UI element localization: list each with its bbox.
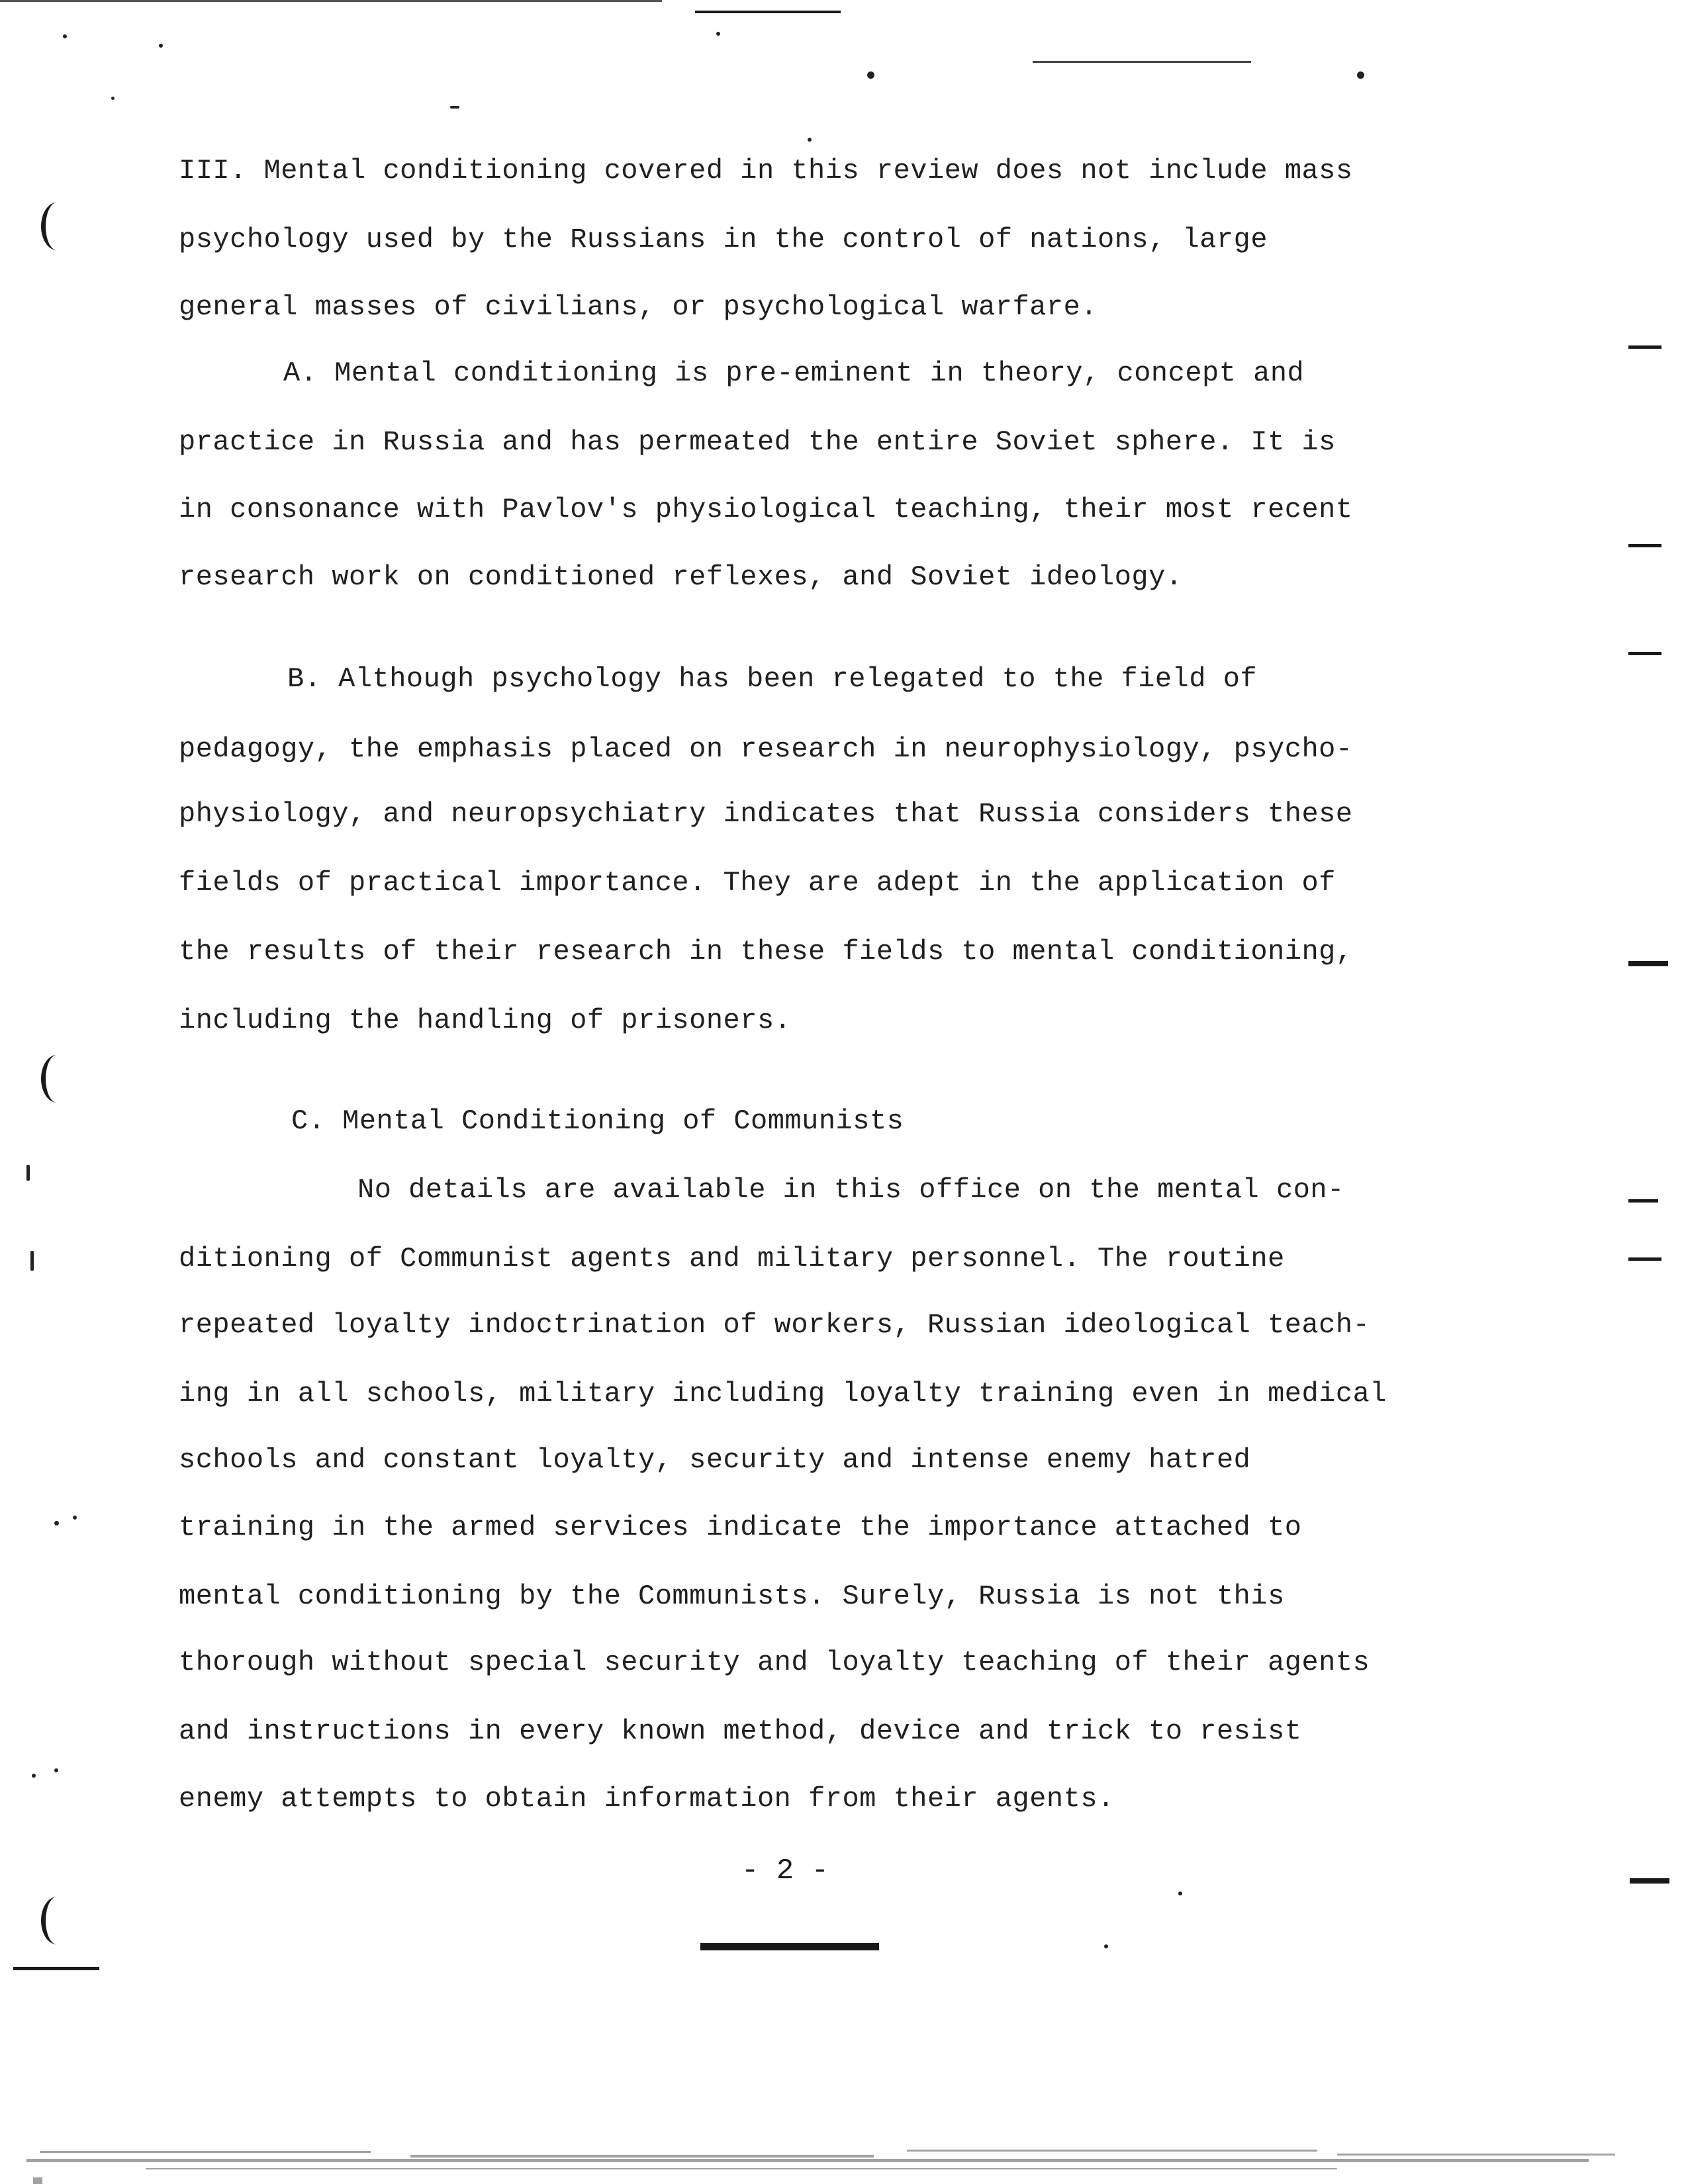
right-edge-dash bbox=[1628, 652, 1661, 655]
speck bbox=[159, 44, 163, 48]
speck bbox=[1357, 71, 1364, 79]
speck bbox=[26, 1165, 30, 1181]
paragraph-c-line: training in the armed services indicate the importance attached to bbox=[179, 1512, 1302, 1543]
speck bbox=[808, 138, 812, 142]
paragraph-b-line: pedagogy, the emphasis placed on research in neurophysiology, psycho- bbox=[179, 733, 1353, 765]
binder-hole-mark bbox=[41, 203, 73, 250]
speck bbox=[867, 71, 874, 79]
paragraph-b-line: the results of their research in these fields to mental conditioning, bbox=[179, 936, 1353, 968]
paragraph-c-line: and instructions in every known method, device and trick to resist bbox=[179, 1715, 1302, 1747]
right-edge-dash bbox=[1628, 1199, 1658, 1203]
speck bbox=[54, 1521, 59, 1525]
paragraph-intro-line: general masses of civilians, or psychological warfare. bbox=[179, 291, 1098, 323]
paragraph-c-line: enemy attempts to obtain information from their agents. bbox=[179, 1783, 1115, 1815]
speck bbox=[1178, 1891, 1182, 1895]
right-edge-dash bbox=[1628, 961, 1668, 966]
paragraph-a-line: research work on conditioned reflexes, and Soviet ideology. bbox=[179, 561, 1183, 593]
speck bbox=[716, 32, 720, 36]
paragraph-b-line: including the handling of prisoners. bbox=[179, 1005, 792, 1036]
top-scan-line bbox=[695, 11, 841, 13]
paragraph-c-line: No details are available in this office on the mental con- bbox=[357, 1174, 1344, 1206]
top-scan-line bbox=[0, 0, 662, 2]
binder-hole-mark bbox=[41, 1055, 73, 1103]
right-edge-dash bbox=[1628, 544, 1661, 547]
speck bbox=[450, 106, 459, 109]
paragraph-b-line: fields of practical importance. They are adept in the application of bbox=[179, 867, 1336, 899]
paragraph-c-line: ditioning of Communist agents and military personnel. The routine bbox=[179, 1243, 1285, 1275]
paragraph-a-line: A. Mental conditioning is pre-eminent in theory, concept and bbox=[283, 357, 1305, 389]
right-edge-dash bbox=[1628, 345, 1661, 349]
page-number: - 2 - bbox=[741, 1854, 829, 1888]
paragraph-intro-line: III. Mental conditioning covered in this review does not include mass bbox=[179, 155, 1353, 187]
speck bbox=[32, 1774, 36, 1778]
left-edge-dash bbox=[13, 1967, 99, 1970]
paragraph-c-line: schools and constant loyalty, security and intense enemy hatred bbox=[179, 1444, 1251, 1476]
paragraph-c-line: ing in all schools, military including loyalty training even in medical bbox=[179, 1378, 1387, 1410]
right-edge-dash bbox=[1630, 1878, 1669, 1884]
binder-hole-mark bbox=[41, 1897, 73, 1944]
scan-noise-band bbox=[13, 2085, 1655, 2184]
paragraph-c-line: repeated loyalty indoctrination of workers, Russian ideological teach- bbox=[179, 1309, 1370, 1341]
speck bbox=[30, 1251, 34, 1271]
right-edge-dash bbox=[1628, 1257, 1661, 1261]
speck bbox=[54, 1768, 58, 1772]
paragraph-intro-line: psychology used by the Russians in the control of nations, large bbox=[179, 224, 1268, 255]
footer-rule bbox=[700, 1943, 879, 1950]
speck bbox=[1104, 1944, 1108, 1948]
speck bbox=[73, 1516, 77, 1520]
paragraph-b-line: B. Although psychology has been relegated to the field of bbox=[287, 663, 1258, 695]
speck bbox=[111, 97, 115, 100]
paragraph-c-line: mental conditioning by the Communists. Surely, Russia is not this bbox=[179, 1580, 1285, 1612]
paragraph-b-line: physiology, and neuropsychiatry indicates that Russia considers these bbox=[179, 798, 1353, 830]
paragraph-a-line: practice in Russia and has permeated the entire Soviet sphere. It is bbox=[179, 426, 1336, 458]
paragraph-c-line: thorough without special security and loyalty teaching of their agents bbox=[179, 1647, 1370, 1678]
paragraph-a-line: in consonance with Pavlov's physiological teaching, their most recent bbox=[179, 494, 1353, 525]
section-c-heading: C. Mental Conditioning of Communists bbox=[291, 1105, 904, 1137]
speck bbox=[63, 34, 67, 38]
top-scan-line bbox=[1033, 61, 1251, 63]
